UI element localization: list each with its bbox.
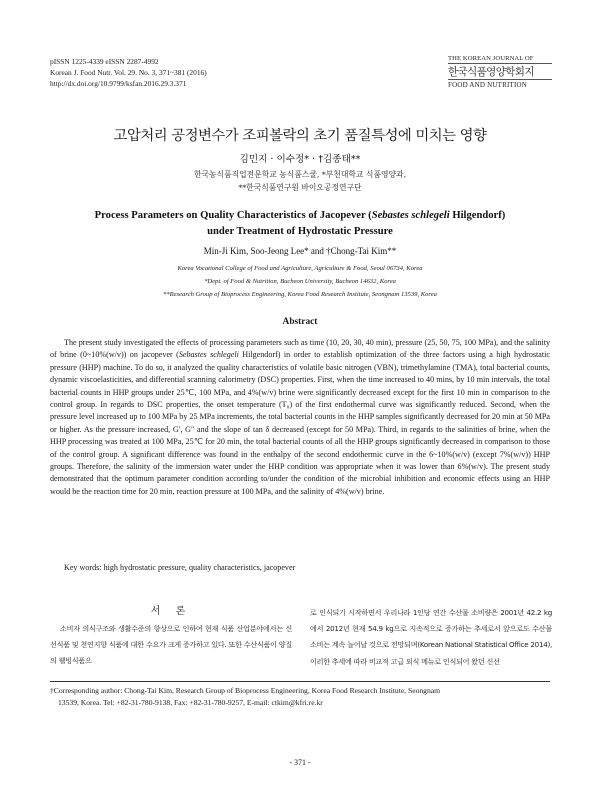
keywords: Key words: high hydrostatic pressure, quality characteristics, jacopever <box>64 563 296 572</box>
affiliation-korean-2: **한국식품연구원 바이오공정연구단 <box>238 183 362 192</box>
affiliation-english-3: **Research Group of Bioprocess Engineering, Korea Food Research Institute, Seongnam 13539, Korea <box>163 291 437 298</box>
title-korean: 고압처리 공정변수가 조피볼락의 초기 품질특성에 미치는 영향 <box>113 128 487 144</box>
abstract-species-name: Sebastes schlegeli <box>178 350 239 360</box>
abstract-heading: Abstract <box>282 317 318 327</box>
doi-link[interactable]: http://dx.doi.org/10.9799/ksfan.2016.29.3.371 <box>50 79 187 88</box>
journal-logo <box>448 55 552 89</box>
title-english-line-1: Process Parameters on Quality Characteristics of Jacopever (Sebastes schlegeli Hilgendorf) <box>94 210 506 221</box>
body-column-left: 소비자 의식구조와 생활수준의 향상으로 인하여 현재 식품 산업분야에서는 신선식품 및 천연지향 식품에 대한 수요가 크게 증가하고 있다. 또한 수산식품이 양질의 웰빙식품으 <box>50 624 292 666</box>
authors-english: Min-Ji Kim, Soo-Jeong Lee* and †Chong-Tai Kim** <box>203 246 397 256</box>
issn: pISSN 1225-4339 eISSN 2287-4992 <box>50 57 159 66</box>
species-name: Sebastes schlegeli <box>371 210 450 221</box>
journal-name-en-top: THE KOREAN JOURNAL OF <box>448 55 552 64</box>
affiliation-korean-1: 한국농식품직업전문학교 농식품스쿨, *부천대학교 식품영양과, <box>193 170 407 179</box>
journal-name-ko: 한국식품영양학회지 <box>448 66 534 78</box>
page-number: - 371 - <box>289 758 311 767</box>
section-heading-introduction: 서 론 <box>150 606 192 617</box>
citation: Korean J. Food Nutr. Vol. 29. No. 3, 371~381 (2016) <box>50 68 207 77</box>
article-meta <box>50 56 207 89</box>
journal-name-en-bottom: FOOD AND NUTRITION <box>448 79 552 89</box>
affiliation-english-1: Korea Vocational College of Food and Agriculture, Agriculture & Food, Seoul 06734, Korea <box>177 265 423 272</box>
affiliation-english-2: *Dept. of Food & Nutrition, Bucheon University, Bucheon 14632, Korea <box>204 278 396 285</box>
abstract-text: The present study investigated the effects of processing parameters such as time (10, 20, 30, 40 min), pressure (25, 50, 75, 100 MPa), and the salinity of brine (0~10%(w/v)) on jacopever (Sebastes schlegeli Hilgendorf) in order to establish optimization of the three factors using a high hydrostatic pressure (HHP) machine. To do so, it analyzed the quality characteristics of volatile basic nitrogen (VBN), trimethylamine (TMA), total bacterial counts, dynamic viscoelasticities, and differential scanning calorimetry (DSC) properties. First, when the time increased to 40 mins, by 10 min intervals, the total bacterial counts in HHP groups under 25℃, 100 MPa, and 4%(w/v) brine were significantly decreased except for the first 10 min in comparison to the control group. In regards to DSC properties, the onset temperature (T₀) of the first endothermal curve was significantly reduced. Second, when the pressure level increased up to 100 MPa by 25 MPa increments, the total bacterial counts in the HHP samples significantly decreased for 20 min at 50 MPa or higher. As the pressure increased, G′, G″ and the slope of tan δ decreased (except for 50 MPa). Third, in regards to the salinities of brine, when the HHP processing was treated at 100 MPa, 25℃ for 20 min, the total bacterial counts of all the HHP groups significantly decreased in comparison to those of the control group. A significant difference was found in the enthalpy of the second endothermic curve in the 6~10%(w/v) (except 7%(w/v)) HHP groups. Therefore, the salinity of the immersion water under the HHP condition was appropriate when it was lower than 6%(w/v). The present study demonstrated that the optimum parameter condition according to/under the condition of the microbial inhibition and economic effects using an HHP would be the reaction time for 20 min, reaction pressure at 100 MPa, and the salinity of 4%(w/v) brine. <box>50 338 550 496</box>
title-english <box>0 208 600 240</box>
title-english-line-2: under Treatment of Hydrostatic Pressure <box>207 226 393 237</box>
footnote-corresponding-author: †Corresponding author: Chong-Tai Kim, Research Group of Bioprocess Engineering, Korea Food Research Institute, Seongnam 13539, Korea. Tel: +82-31-780-9138, Fax: +82-31-780-9257, E-mail: ctkim@kfri.re.kr <box>50 686 441 707</box>
authors-korean: 김민지 · 이수정* · †김종태** <box>239 154 361 165</box>
footnote-divider <box>50 681 550 682</box>
body-column-right: 로 인식되기 시작하면서 우리나라 1인당 연간 수산물 소비량은 2001년 42.2 kg에서 2012년 현재 54.9 kg으로 지속적으로 증가하는 추세로서 앞으로도 수산물 소비는 계속 늘어날 것으로 전망되며(Korean National Statistical Office 2014), 이러한 추세에 따라 비교적 고급 외식 메뉴로 인식되어 왔던 신선 <box>310 608 552 666</box>
